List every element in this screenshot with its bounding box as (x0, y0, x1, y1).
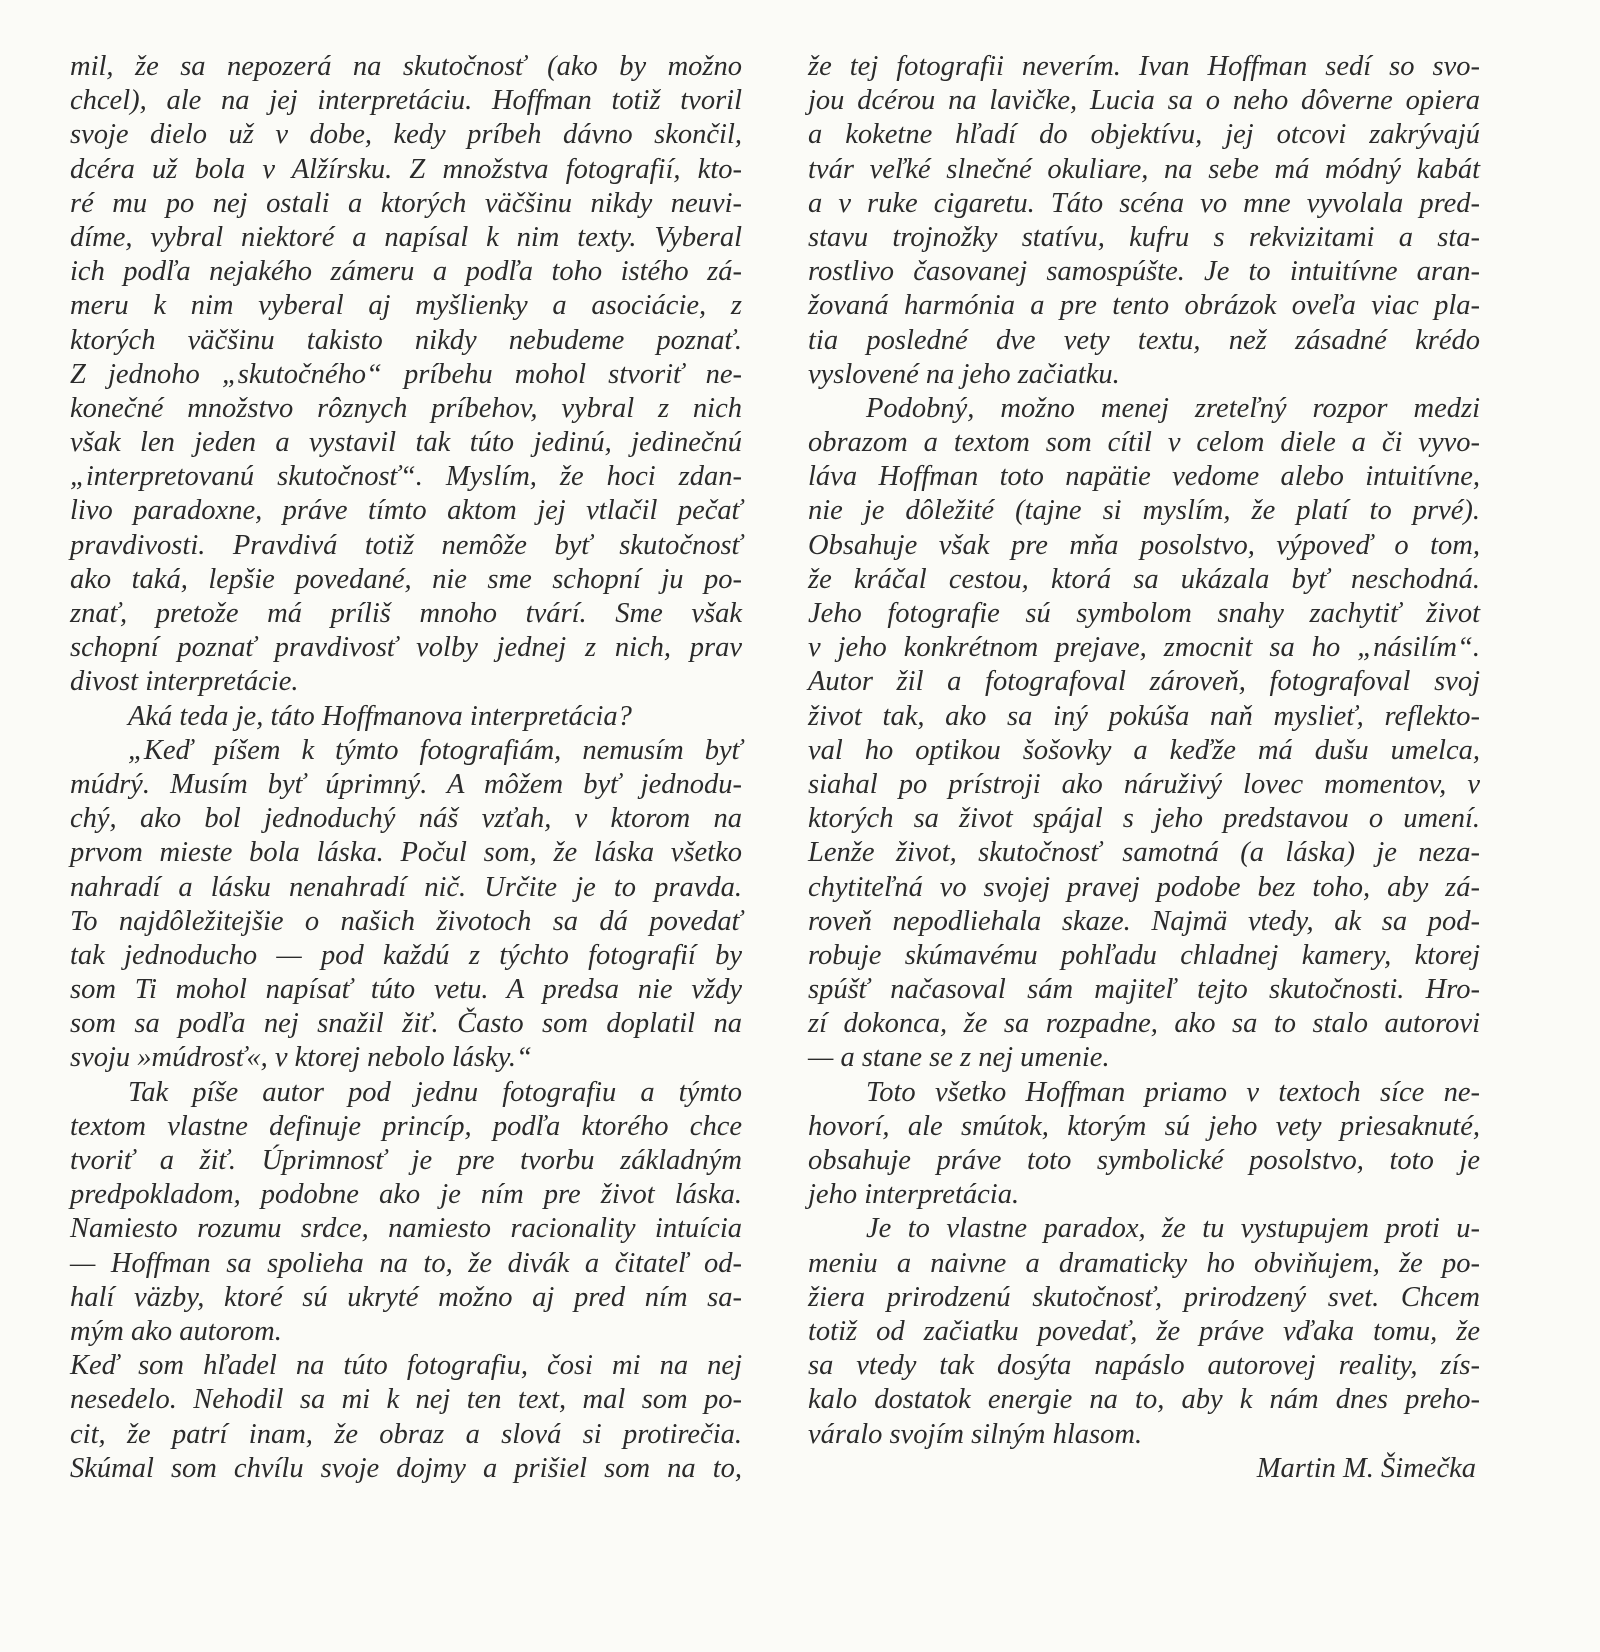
text-line: Skúmal som chvílu svoje dojmy a prišiel som na to, (70, 1452, 742, 1484)
text-line: zí dokonca, že sa rozpadne, ako sa to stalo autorovi (808, 1008, 1480, 1040)
text-line: žovaná harmónia a pre tento obrázok oveľa viac pla- (808, 290, 1480, 322)
text-line: nesedelo. Nehodil sa mi k nej ten text, mal som po- (70, 1384, 742, 1416)
text-line: halí väzby, ktoré sú ukryté možno aj pred ním sa- (70, 1281, 742, 1313)
text-line: tak jednoducho — pod každú z týchto fotografií by (70, 939, 742, 971)
text-line: obrazom a textom som cítil v celom diele a či vyvo- (808, 427, 1480, 459)
text-line: chcel), ale na jej interpretáciu. Hoffman totiž tvoril (70, 85, 742, 117)
text-line: vyslovené na jeho začiatku. (808, 358, 1120, 390)
text-line: Keď som hľadel na túto fotografiu, čosi mi na nej (70, 1350, 742, 1382)
text-line: láva Hoffman toto napätie vedome alebo intuitívne, (808, 461, 1480, 493)
text-line: v jeho konkrétnom prejave, zmocnit sa ho „násilím“. (808, 632, 1480, 664)
text-line: Obsahuje však pre mňa posolstvo, výpoveď o tom, (808, 529, 1480, 561)
text-line: jou dcérou na lavičke, Lucia sa o neho dôverne opiera (808, 85, 1480, 117)
text-line: cit, že patrí inam, že obraz a slová si protirečia. (70, 1418, 742, 1450)
text-line: stavu trojnožky statívu, kufru s rekvizitami a sta- (808, 221, 1480, 253)
text-line: roveň nepodliehala skaze. Najmä vtedy, ak sa pod- (808, 905, 1480, 937)
text-line: ich podľa nejakého zámeru a podľa toho istého zá- (70, 256, 742, 288)
text-line: ako taká, lepšie povedané, nie sme schopní ju po- (70, 563, 742, 595)
text-line: svoju »múdrosť«, v ktorej nebolo lásky.“ (70, 1042, 532, 1074)
left-text-column (70, 50, 742, 1486)
text-line: To najdôležitejšie o našich životoch sa dá povedať (70, 905, 742, 937)
text-line: siahal po prístroji ako náruživý lovec momentov, v (808, 768, 1480, 800)
text-line: meniu a naivne a dramaticky ho obviňujem, že po- (808, 1247, 1480, 1279)
text-line: som sa podľa nej snažil žiť. Často som doplatil na (70, 1008, 742, 1040)
text-line: nie je dôležité (tajne si myslím, že platí to prvé). (808, 495, 1480, 527)
text-line: jeho interpretácia. (808, 1179, 1020, 1211)
text-line: však len jeden a vystavil tak túto jedinú, jedinečnú (70, 427, 742, 459)
text-line: Tak píše autor pod jednu fotografiu a týmto (128, 1076, 742, 1108)
text-line: meru k nim vyberal aj myšlienky a asociácie, z (70, 290, 742, 322)
text-line: dcéra už bola v Alžírsku. Z množstva fotografií, kto- (70, 153, 742, 185)
text-line: totiž od začiatku povedať, že práve vďaka tomu, že (808, 1315, 1480, 1347)
text-line: díme, vybral niektoré a napísal k nim texty. Vyberal (70, 221, 742, 253)
text-line: predpokladom, podobne ako je ním pre život láska. (70, 1179, 742, 1211)
text-line: hovorí, ale smútok, ktorým sú jeho vety priesaknuté, (808, 1110, 1480, 1142)
text-line: a koketne hľadí do objektívu, jej otcovi zakrývajú (808, 119, 1480, 151)
text-line: sa vtedy tak dosýta napáslo autorovej reality, zís- (808, 1350, 1480, 1382)
text-line: že tej fotografii neverím. Ivan Hoffman sedí so svo- (808, 51, 1480, 82)
text-line: mým ako autorom. (70, 1315, 282, 1347)
text-line: a v ruke cigaretu. Táto scéna vo mne vyvolala pred- (808, 187, 1480, 219)
text-line: tvár veľké slnečné okuliare, na sebe má módný kabát (808, 153, 1480, 185)
text-line: Lenže život, skutočnosť samotná (a láska) je neza- (808, 837, 1480, 869)
text-line: svoje dielo už v dobe, kedy príbeh dávno skončil, (70, 119, 742, 151)
text-line: Autor žil a fotografoval zároveň, fotografoval svoj (808, 666, 1480, 698)
right-text-column (808, 50, 1480, 1486)
text-line: Aká teda je, táto Hoffmanova interpretácia? (128, 700, 632, 732)
text-line: tia posledné dve vety textu, než zásadné krédo (808, 324, 1480, 356)
text-line: Je to vlastne paradox, že tu vystupujem proti u- (866, 1213, 1480, 1245)
text-line: nahradí a lásku nenahradí nič. Určite je to pravda. (70, 871, 742, 903)
text-line: rostlivo časovanej samospúšte. Je to intuitívne aran- (808, 256, 1480, 288)
text-line: — a stane se z nej umenie. (808, 1042, 1110, 1074)
author-signature: Martin M. Šimečka (1256, 1452, 1476, 1484)
text-line: mil, že sa nepozerá na skutočnosť (ako by možno (70, 51, 742, 82)
text-line: tvoriť a žiť. Úprimnosť je pre tvorbu základným (70, 1145, 742, 1176)
text-line: spúšť načasoval sám majiteľ tejto skutočnosti. Hro- (808, 974, 1480, 1006)
text-line: Namiesto rozumu srdce, namiesto racionality intuícia (70, 1213, 742, 1245)
text-line: „Keď píšem k týmto fotografiám, nemusím byť (128, 734, 742, 766)
text-line: Podobný, možno menej zreteľný rozpor medzi (866, 392, 1480, 424)
text-line: že kráčal cestou, ktorá sa ukázala byť neschodná. (808, 563, 1480, 595)
text-line: Z jednoho „skutočného“ príbehu mohol stvoriť ne- (70, 358, 742, 390)
text-line: schopní poznať pravdivosť volby jednej z nich, prav (70, 632, 742, 664)
text-line: život tak, ako sa iný pokúša naň myslieť, reflekto- (808, 700, 1480, 732)
text-line: žiera prirodzenú skutočnosť, prirodzený svet. Chcem (808, 1281, 1480, 1313)
text-line: robuje skúmavému pohľadu chladnej kamery, ktorej (808, 939, 1480, 971)
text-line: Jeho fotografie sú symbolom snahy zachytiť život (808, 598, 1480, 629)
text-line: divost interpretácie. (70, 666, 299, 698)
text-line: múdrý. Musím byť úprimný. A môžem byť jednodu- (70, 768, 742, 800)
text-line: ktorých väčšinu takisto nikdy nebudeme poznať. (70, 324, 742, 356)
text-line: som Ti mohol napísať túto vetu. A predsa nie vždy (70, 974, 742, 1006)
text-line: obsahuje práve toto symbolické posolstvo, toto je (808, 1145, 1480, 1176)
text-line: váralo svojím silným hlasom. (808, 1418, 1143, 1450)
text-line: chytiteľná vo svojej pravej podobe bez toho, aby zá- (808, 871, 1480, 903)
text-line: chý, ako bol jednoduchý náš vzťah, v ktorom na (70, 803, 742, 835)
text-line: konečné množstvo rôznych príbehov, vybral z nich (70, 392, 742, 424)
text-line: Toto všetko Hoffman priamo v textoch síce ne- (866, 1076, 1480, 1108)
text-line: val ho optikou šošovky a keďže má dušu umelca, (808, 734, 1480, 766)
text-line: kalo dostatok energie na to, aby k nám dnes preho- (808, 1384, 1480, 1416)
text-line: livo paradoxne, práve tímto aktom jej vtlačil pečať (70, 495, 742, 527)
text-line: pravdivosti. Pravdivá totiž nemôže byť skutočnosť (70, 529, 742, 561)
text-line: — Hoffman sa spolieha na to, že divák a čitateľ od- (70, 1247, 742, 1279)
text-line: prvom mieste bola láska. Počul som, že láska všetko (70, 837, 742, 869)
text-line: znať, pretože má príliš mnoho tvárí. Sme však (70, 598, 742, 629)
text-line: ktorých sa život spájal s jeho predstavou o umení. (808, 803, 1480, 835)
text-line: textom vlastne definuje princíp, podľa ktorého chce (70, 1110, 742, 1142)
text-line: „interpretovanú skutočnosť“. Myslím, že hoci zdan- (70, 461, 742, 493)
text-line: ré mu po nej ostali a ktorých väčšinu nikdy neuvi- (70, 187, 742, 219)
